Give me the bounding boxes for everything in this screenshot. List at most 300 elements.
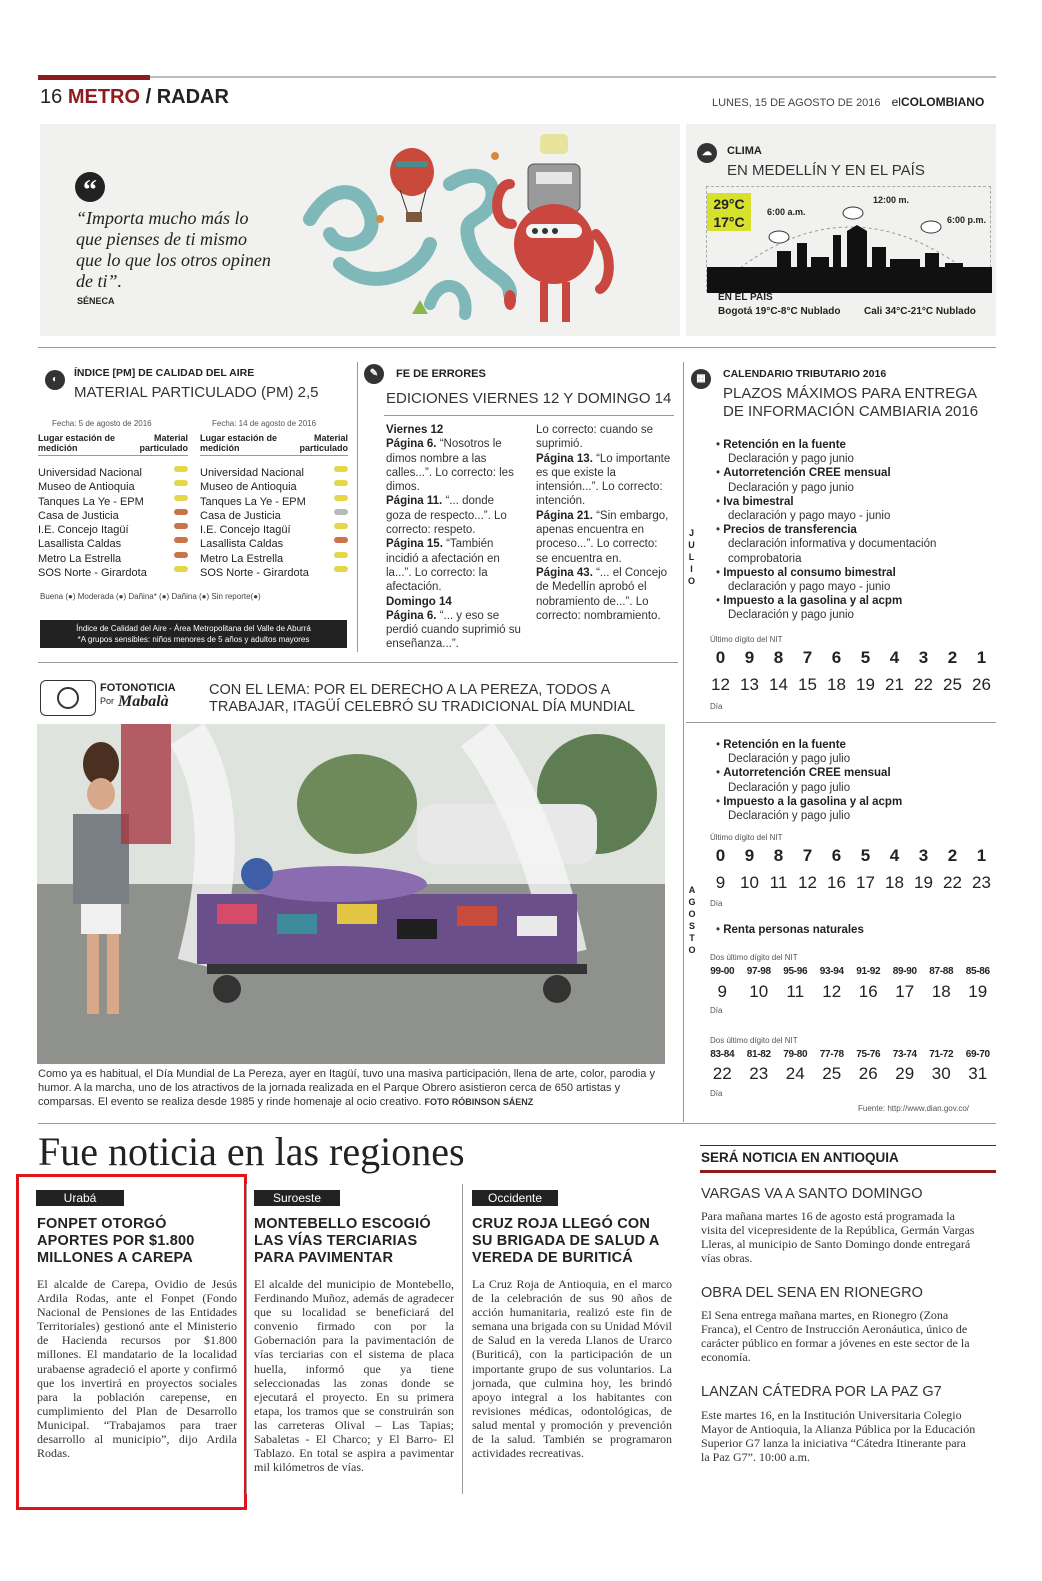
errata-page: Página 13. [536,452,593,465]
region-tag-suroeste: Suroeste [254,1190,340,1206]
air-date-1: Fecha: 5 de agosto de 2016 [52,419,152,428]
tax-item-desc: Declaración y pago julio [728,753,851,766]
day-number: 12 [711,675,730,694]
highlight-box [16,1174,247,1510]
nit-pair: 85-86 [965,966,990,977]
antioquia-headline-1: VARGAS VA A SANTO DOMINGO [701,1186,923,1202]
tax-item-desc: Declaración y pago junio [728,609,854,622]
station-name: SOS Norte - Girardota [38,567,147,580]
tax-item [716,594,991,622]
pm-indicator-dot [334,537,348,543]
errata-text: “Nosotros le dimos nombre a las calles...”. Lo correcto: les dimos. [386,438,514,494]
bogota-weather: Bogotá 19°C-8°C Nublado [718,306,841,317]
header-date-brand [712,95,984,109]
air-row [200,552,348,566]
station-name: Tanques La Ye - EPM [200,495,306,508]
air-quality-title: MATERIAL PARTICULADO (PM) 2,5 [74,384,319,401]
nit-pair: 87-88 [929,966,954,977]
day-number: 19 [914,873,933,892]
tax-item-name: Retención en la fuente [723,439,846,451]
tax-item-title [716,594,991,608]
station-name: Museo de Antioquia [200,481,297,494]
tax-item [716,438,991,466]
month-letter: T [689,933,695,943]
errata-entry [386,494,522,537]
tax-item [716,795,991,823]
station-name: Universidad Nacional [200,467,304,479]
tax-item-title [716,438,991,452]
country-weather-label: EN EL PAÍS [718,292,773,303]
day-number: 26 [972,675,991,694]
nit-label: Último dígito del NIT [710,833,783,842]
weather-label: CLIMA [727,145,762,157]
errata-title: EDICIONES VIERNES 12 Y DOMINGO 14 [386,390,672,407]
tax-item-name: Retención en la fuente [723,739,846,751]
day-number: 13 [740,675,759,694]
nit-digit: 6 [831,648,842,667]
day-number: 21 [885,675,904,694]
tax-item-title [716,766,991,780]
nit-pair: 83-84 [710,1049,735,1060]
column-header-material: Material particulado [299,433,348,453]
tax-item [716,738,991,766]
nit-pair: 73-74 [892,1049,917,1060]
news-headline-uraba: FONPET OTORGÓ APORTES POR $1.800 MILLONES A CAREPA [37,1216,195,1266]
temp-low: 17°C [713,214,745,230]
time-noon: 12:00 m. [873,195,910,205]
photo-credit: FOTO RÓBINSON SÁENZ [424,1097,534,1108]
station-name: Lasallista Caldas [38,538,122,551]
calendar-source: Fuente: http://www.dian.gov.co/ [858,1104,970,1113]
station-name: Tanques La Ye - EPM [38,495,144,508]
errata-text: “... el Concejo de Medellín aprobó el nobramiento de...”. Lo correcto: nombramiento. [536,566,668,622]
pm-indicator-dot [174,495,188,501]
photo-news-by: Por [100,696,115,706]
errata-text: “... donde goza de respecto...”. Lo correcto: respeto. [386,495,507,537]
tax-item-desc: Declaración y pago junio [728,453,854,466]
cloud-icon: ☁ [697,143,717,163]
news-body-occidente: La Cruz Roja de Antioquia, en el marco de la celebración de sus 90 años de acción humanitaria, realizó este fin de semana una brigada con su Unidad Móvil de Salud en la vereda Llanos de Urarco (Buriticá), con la participación de un importante grupo de sus voluntarios. La jornada, que culmina hoy, les brindó apoyo integral a los habitantes con revisiones médicas, odontológicas, de salud mental y promoción y prevención de la salud. También se programaron actividades recreativas. [472,1277,672,1461]
news-headline-suroeste: MONTEBELLO ESCOGIÓ LAS VÍAS TERCIARIAS PARA PAVIMENTAR [254,1216,431,1266]
errata-entry [386,537,522,594]
errata-text: “Lo importante es que existe la intensión...”. Lo correcto: intención. [536,452,671,508]
time-evening: 6:00 p.m. [947,215,987,225]
errata-label: FE DE ERRORES [396,368,486,380]
day-number: 18 [827,675,846,694]
day-number: 19 [856,675,875,694]
month-letter: S [688,921,695,931]
month-letter: G [688,897,696,907]
day-number: 12 [822,982,842,1001]
day-number: 17 [895,982,915,1001]
air-table-2 [200,433,348,580]
antioquia-body-3: Este martes 16, en la Institución Universitaria Colegio Mayor de Antioquia, la Alianza Pública por la Educación Superior G7 lanza la iniciativa “Cátedra Itinerante para la Paz G7”. 10:00 a.m. [701,1408,976,1464]
divider [38,662,678,663]
errata-text: “También incidió a afectación en la...”. Lo correcto: la afectación. [386,538,500,594]
nit-digit: 1 [976,846,987,865]
day-number: 24 [785,1064,805,1083]
day-label: Día [710,702,723,711]
errata-page: Página 11. [386,495,443,508]
antioquia-body-2: El Sena entrega mañana martes, en Rionegro (Zona Franca), el Centro de Instrucción Aeronáutica, único de carácter público en formar a jóvenes en este sector de la economía. [701,1308,970,1364]
errata-page: Página 6. [386,609,437,622]
tax-item [716,495,991,523]
day-number: 10 [749,982,769,1001]
caption-text: Como ya es habitual, el Día Mundial de La Pereza, ayer en Itagüí, tuvo una masiva participación, llena de arte, color, parodia y humor. A la marcha, uno de los atractivos de la jornada realizada en el Parque Obrero asistieron cerca de 650 artistas y comparsas. El evento se realiza desde 1985 y rinde homenaje al ocio creativo. [38,1068,655,1109]
photo-pereza-parade [37,724,665,1064]
month-letter: J [688,528,695,538]
month-label-agosto [686,884,698,956]
column-header-station: Lugar estación de medición [38,433,116,453]
nit-digit: 4 [889,846,900,865]
day-number: 25 [943,675,962,694]
air-footer-title: Índice de Calidad del Aire - Área Metropolitana del Valle de Aburrá [76,624,311,633]
air-row [200,509,348,523]
nit-digit: 6 [831,846,842,865]
pm-indicator-dot [174,537,188,543]
temperature-badge [707,193,751,231]
month-letter: U [688,540,696,550]
air-row [200,495,348,509]
pm-indicator-dot [174,466,188,472]
nit-pair: 75-76 [856,1049,881,1060]
photo-headline: CON EL LEMA: POR EL DERECHO A LA PEREZA, TODOS A TRABAJAR, ITAGÜÍ CELEBRÓ SU TRADICIONAL DÍA MUNDIAL [209,682,635,715]
calendar-title: PLAZOS MÁXIMOS PARA ENTREGA DE INFORMACIÓN CAMBIARIA 2016 [723,385,979,420]
renta-item: • Renta personas naturales [716,924,864,936]
day-number: 12 [798,873,817,892]
day-number: 22 [914,675,933,694]
air-row [38,495,188,509]
bullet-icon: • [716,467,724,480]
day-number: 14 [769,675,788,694]
air-quality-icon: ◐ [45,370,65,390]
errata-page: Página 15. [386,538,443,551]
pm-indicator-dot [174,509,188,515]
two-digit-label: Dos último dígito del NIT [710,953,798,962]
pm-indicator-dot [334,509,348,515]
month-label-julio [686,527,698,587]
pm-indicator-dot [334,523,348,529]
pm-indicator-dot [174,566,188,572]
tax-item-title [716,466,991,480]
air-row [38,566,188,580]
weather-graphic [706,186,991,292]
nit-digit: 3 [918,648,929,667]
month-letter: O [687,576,696,586]
day-number: 15 [798,675,817,694]
nit-digit: 9 [744,648,755,667]
day-number: 10 [740,873,759,892]
air-row [38,509,188,523]
station-name: Lasallista Caldas [200,538,284,551]
tax-item [716,566,991,594]
air-row [38,466,188,480]
station-name: I.E. Concejo Itagüí [38,524,129,537]
calendar-label: CALENDARIO TRIBUTARIO 2016 [723,368,887,380]
day-number: 22 [943,873,962,892]
nit-pair: 79-80 [783,1049,808,1060]
header-rule [38,76,996,78]
nit-digit: 5 [860,648,871,667]
errata-icon: ✎ [364,364,384,384]
nit-digit: 7 [802,846,813,865]
bullet-icon: • [716,439,724,451]
nit-digit: 3 [918,846,929,865]
nit-digit: 2 [947,846,958,865]
nit-digit: 7 [802,648,813,667]
air-date-2: Fecha: 14 de agosto de 2016 [212,419,317,428]
nit-digit: 2 [947,648,958,667]
column-header-station: Lugar estación de medición [200,433,278,453]
nit-pair: 77-78 [819,1049,844,1060]
day-label: Día [710,1089,723,1098]
header-accent-bar [38,75,150,80]
nit-pairs-2 [704,1049,996,1060]
tax-item-name: Autorretención CREE mensual [723,767,891,780]
nit-pair: 91-92 [856,966,881,977]
air-row [200,537,348,551]
station-name: I.E. Concejo Itagüí [200,524,291,537]
nit-pair: 97-98 [746,966,771,977]
errata-entry [536,509,672,566]
station-name: SOS Norte - Girardota [200,567,309,580]
nit-digit: 9 [744,846,755,865]
station-name: Casa de Justicia [38,509,119,522]
nit-digits-julio [706,648,996,668]
nit-pair: 71-72 [929,1049,954,1060]
errata-entry [386,437,522,494]
tax-item-title [716,795,991,809]
day-number: 16 [858,982,878,1001]
day-number: 11 [769,873,788,892]
pm-indicator-dot [334,566,348,572]
tax-item-desc: declaración y pago mayo - junio [728,510,891,523]
pm-indicator-dot [174,480,188,486]
air-row [38,552,188,566]
station-name: Metro La Estrella [38,552,122,565]
air-row [38,480,188,494]
day-number: 16 [827,873,846,892]
temp-high: 29°C [713,196,745,212]
agosto-items [716,738,991,823]
pm-indicator-dot [334,466,348,472]
errata-column-1 [386,423,522,652]
station-name: Universidad Nacional [38,467,142,479]
two-digit-label: Dos último dígito del NIT [710,1036,798,1045]
nit-pair: 93-94 [819,966,844,977]
air-table-1 [38,433,188,580]
nit-digit: 8 [773,648,784,667]
nit-label: Último dígito del NIT [710,635,783,644]
errata-text: “... y eso se perdió cuando suprimió su enseñanza...”. [386,609,521,651]
nit-pair: 69-70 [965,1049,990,1060]
pm-indicator-dot [334,495,348,501]
nit-pairs-1 [704,966,996,977]
day-number: 23 [749,1064,769,1083]
days-agosto [706,873,996,893]
errata-entry [386,423,522,437]
tax-item [716,466,991,494]
antioquia-headline-2: OBRA DEL SENA EN RIONEGRO [701,1285,923,1301]
day-number: 23 [972,873,991,892]
news-body-suroeste: El alcalde del municipio de Montebello, Ferdinando Muñoz, además de agradecer que su localidad se beneficiará del convenio firmado con por la Gobernación para la pavimentación de vías terciarias con el sistema de placa huella, informó que ya tiene seleccionadas las zonas donde se ejecutará el proyecto. En su primera etapa, los tramos que se construirán son las carreteras Olival – Las Tapias; Sabaletas - El Charco; y El Barro- El Tablazo. En total se aspira a pavimentar mil kilómetros de vías. [254,1277,454,1475]
month-letter: A [688,885,696,895]
tax-item-name: Precios de transferencia [723,524,857,537]
day-number: 30 [931,1064,951,1083]
day-label: Día [710,1006,723,1015]
nit-digits-agosto [706,846,996,866]
pair-days-2 [704,1064,996,1084]
errata-entry [386,609,522,652]
days-julio [706,675,996,695]
subsection-name: / RADAR [145,86,229,108]
page-number: 16 [40,86,63,108]
day-number: 31 [968,1064,988,1083]
bullet-icon: • [716,595,724,608]
pm-indicator-dot [174,552,188,558]
month-letter: L [688,552,696,562]
station-name: Metro La Estrella [200,552,284,565]
quote-text: “Importa mucho más lo que pienses de ti mismo que lo que los otros opinen de ti”. [76,208,271,291]
day-number: 25 [822,1064,842,1083]
divider [246,1184,247,1494]
tax-item [716,523,991,566]
page-header [40,86,229,109]
tax-item [716,766,991,794]
cali-weather: Cali 34°C-21°C Nublado [864,306,976,317]
air-row [200,466,348,480]
air-footer-note: *A grupos sensibles: niños menores de 5 años y adultos mayores [77,635,310,644]
air-row [38,523,188,537]
bullet-icon: • [716,495,724,508]
camera-icon [40,680,96,716]
divider [700,1145,996,1146]
air-row [38,537,188,551]
nit-digit: 0 [715,648,726,667]
tax-item-desc: Declaración y pago junio [728,481,854,494]
errata-entry [536,452,672,509]
nit-pair: 81-82 [746,1049,771,1060]
section-name: METRO [67,86,141,108]
air-footer [40,620,347,648]
tax-item-name: Impuesto a la gasolina y al acpm [723,595,903,608]
errata-text: Lo correcto: cuando se suprimió. [536,424,653,451]
antioquia-accent [700,1170,996,1173]
weather-title: EN MEDELLÍN Y EN EL PAÍS [727,162,925,179]
air-quality-label: ÍNDICE [PM] DE CALIDAD DEL AIRE [74,367,255,379]
errata-page: Página 6. [386,438,437,451]
nit-digit: 8 [773,846,784,865]
quote-mark-icon: “ [75,172,105,202]
nit-pair: 99-00 [710,966,735,977]
divider [38,1123,996,1124]
photo-news-label: FOTONOTICIA [100,682,176,694]
day-number: 18 [931,982,951,1001]
month-letter: I [690,564,694,574]
nit-digit: 1 [976,648,987,667]
column-header-material: Material particulado [139,433,188,453]
errata-page: Página 43. [536,566,593,579]
tax-item-name: Impuesto al consumo bimestral [723,566,896,579]
bullet-icon: • [716,739,724,751]
antioquia-title: SERÁ NOTICIA EN ANTIOQUIA [701,1150,899,1165]
day-number: 19 [968,982,988,1001]
errata-entry [386,595,522,609]
errata-page: Viernes 12 [386,424,444,436]
day-number: 9 [715,873,726,892]
tax-item-desc: Declaración y pago julio [728,810,851,823]
tax-item-desc: declaración y pago mayo - junio [728,581,891,594]
time-morning: 6:00 a.m. [767,207,806,217]
day-number: 29 [895,1064,915,1083]
news-headline-occidente: CRUZ ROJA LLEGÓ CON SU BRIGADA DE SALUD A VEREDA DE BURITICÁ [472,1216,660,1266]
tax-item-desc: Declaración y pago julio [728,781,851,794]
air-legend: Buena (●) Moderada (●) Dañina* (●) Dañina (●) Sin reporte(●) [40,592,261,601]
day-number: 9 [717,982,727,1001]
tax-item-name: Iva bimestral [723,495,794,508]
divider [462,1184,463,1494]
divider [686,722,996,723]
regions-title: Fue noticia en las regiones [38,1129,465,1174]
tax-item-desc: declaración informativa y documentación comprobatoria [728,538,937,565]
divider [38,347,996,348]
day-number: 22 [712,1064,732,1083]
region-tag-uraba: Urabá [36,1190,124,1206]
air-row [200,523,348,537]
day-number: 18 [885,873,904,892]
pm-indicator-dot [334,480,348,486]
pm-indicator-dot [334,552,348,558]
errata-page: Domingo 14 [386,595,452,608]
julio-items [716,438,991,623]
newspaper-logo: elCOLOMBIANO [891,95,985,109]
bullet-icon: • [716,566,724,579]
antioquia-headline-3: LANZAN CÁTEDRA POR LA PAZ G7 [701,1384,942,1400]
tax-item-title [716,738,991,752]
errata-entry [536,566,672,623]
day-number: 11 [786,982,805,1001]
tax-item-name: Autorretención CREE mensual [723,467,891,480]
nit-digit: 0 [715,846,726,865]
nit-digit: 4 [889,648,900,667]
nit-digit: 5 [860,846,871,865]
sponsor-logo: Mabalà [118,693,169,710]
nit-pair: 89-90 [892,966,917,977]
bullet-icon: • [716,795,724,808]
photo-caption [38,1067,666,1110]
news-body-uraba: El alcalde de Carepa, Ovidio de Jesús Ardila Rodas, ante el Fonpet (Fondo Nacional de Pensiones de las Entidades Territoriales) gestionó ante el Ministerio de Hacienda recursos por $1.800 millones. El mandatario de la localidad urabaense agradeció el aporte y confirmó que los invertirá en proyectos sociales para la población carepense, en cumplimiento del Plan de Desarrollo Municipal. “Trabajamos para traer desarrollo al municipio”, dijo Ardila Rodas. [37,1277,237,1461]
pair-days-1 [704,982,996,1002]
month-letter: O [688,945,696,955]
station-name: Museo de Antioquia [38,481,135,494]
day-number: 17 [856,873,875,892]
errata-column-2 [536,423,672,623]
divider [683,362,684,1122]
errata-text: “Sin embargo, apenas encuentra en proceso...”. Lo correcto: se encuentra en. [536,509,669,565]
divider [384,415,674,416]
month-letter: O [688,909,696,919]
day-label: Día [710,899,723,908]
pm-indicator-dot [174,523,188,529]
day-number: 26 [858,1064,878,1083]
divider [357,362,358,652]
air-row [200,566,348,580]
bullet-icon: • [716,767,724,780]
tax-item-title [716,566,991,580]
issue-date: LUNES, 15 DE AGOSTO DE 2016 [712,97,881,109]
tax-item-title [716,495,991,509]
region-tag-occidente: Occidente [472,1190,558,1206]
